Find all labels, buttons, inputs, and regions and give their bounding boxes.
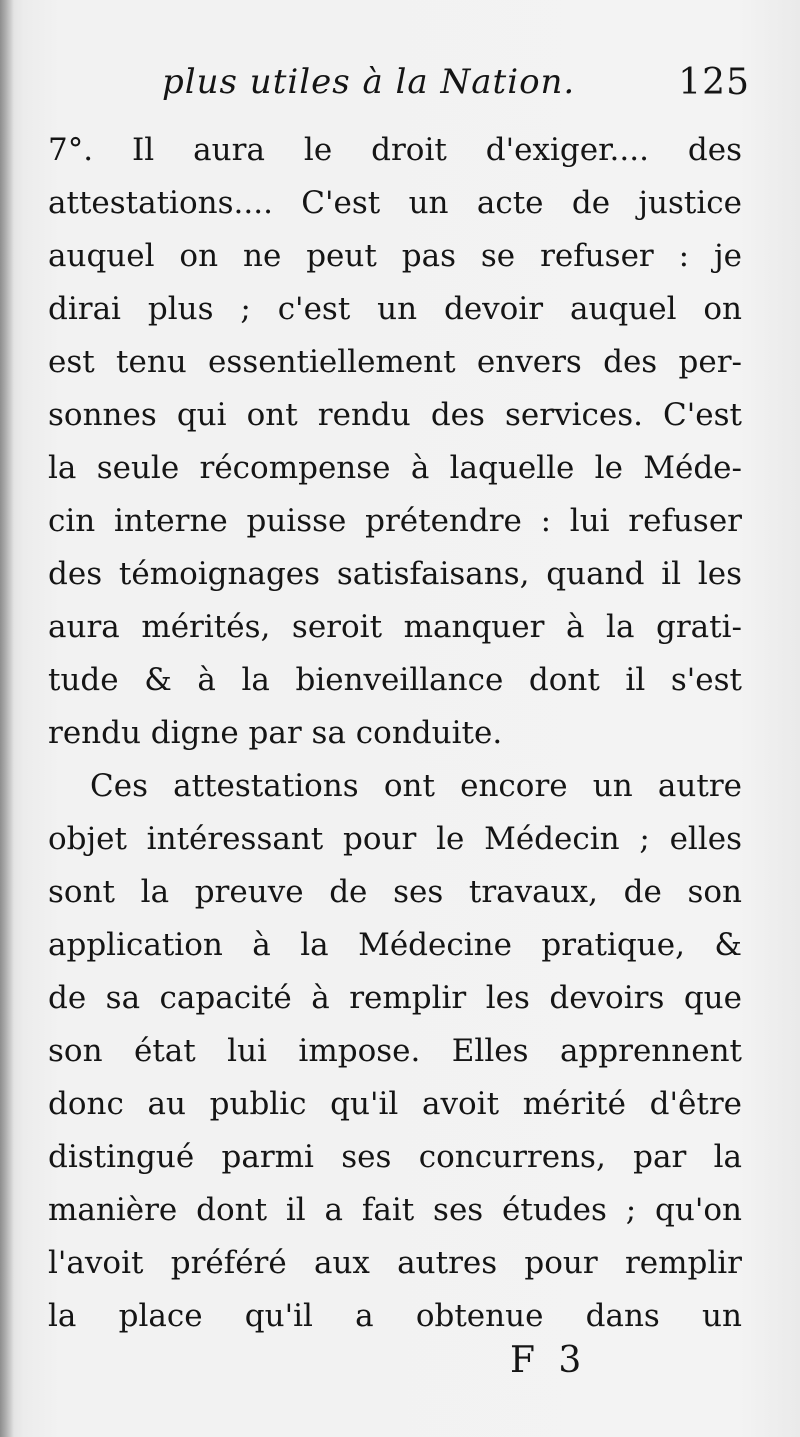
running-head: [150, 62, 750, 118]
text-line: Ces attestations ont encore un autre: [90, 768, 742, 804]
text-line: distingué parmi ses concurrens, par la: [48, 1139, 742, 1175]
text-line: donc au public qu'il avoit mérité d'être: [48, 1086, 742, 1122]
text-line: dirai plus ; c'est un devoir auquel on: [48, 291, 742, 327]
text-line: son état lui impose. Elles apprennent: [48, 1033, 742, 1069]
text-line: 7°. Il aura le droit d'exiger.... des: [48, 132, 742, 168]
text-line: la place qu'il a obtenue dans un: [48, 1298, 742, 1334]
text-line: objet intéressant pour le Médecin ; elles: [48, 821, 742, 857]
paragraph-1: [48, 124, 742, 760]
binding-gutter-shadow: [0, 0, 14, 1437]
text-line: cin interne puisse prétendre : lui refuser: [48, 503, 742, 539]
text-line: des témoignages satisfaisans, quand il les: [48, 556, 742, 592]
body-text: [48, 124, 742, 1343]
text-line: sonnes qui ont rendu des services. C'est: [48, 397, 742, 433]
text-line: application à la Médecine pratique, &: [48, 927, 742, 963]
text-line: sont la preuve de ses travaux, de son: [48, 874, 742, 910]
text-line: manière dont il a fait ses études ; qu'on: [48, 1192, 742, 1228]
text-line: tude & à la bienveillance dont il s'est: [48, 662, 742, 698]
text-line: rendu digne par sa conduite.: [48, 715, 503, 751]
text-line: l'avoit préféré aux autres pour remplir: [48, 1245, 742, 1281]
text-line: est tenu essentiellement envers des per-: [48, 344, 742, 380]
text-line: de sa capacité à remplir les devoirs que: [48, 980, 742, 1016]
text-line: aura mérités, seroit manquer à la grati-: [48, 609, 742, 645]
text-line: attestations.... C'est un acte de justice: [48, 185, 742, 221]
running-title: plus utiles à la Nation.: [162, 62, 576, 102]
page-number: 125: [678, 62, 750, 103]
paragraph-2: [48, 760, 742, 1343]
text-line: la seule récompense à laquelle le Méde-: [48, 450, 742, 486]
text-line: auquel on ne peut pas se refuser : je: [48, 238, 742, 274]
signature-mark: F 3: [510, 1340, 588, 1381]
